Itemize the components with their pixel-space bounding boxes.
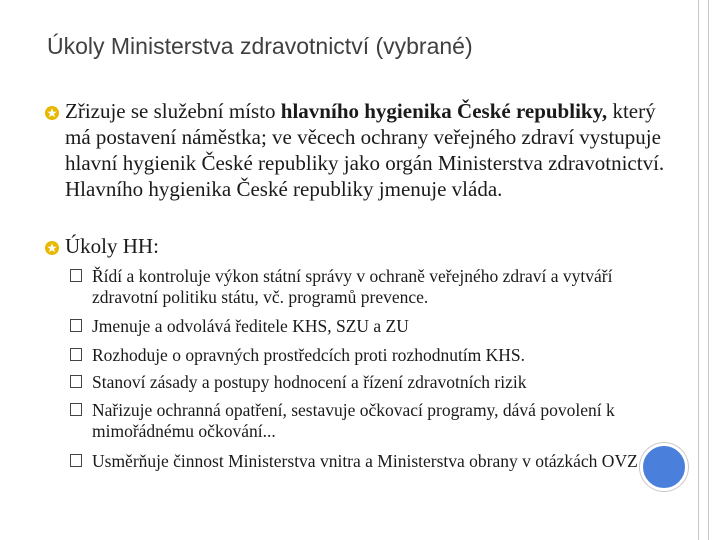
bullet-text: který má postavení náměstka; ve věcech ochrany veřejného zdraví vystupuje hlavní hygienik České republiky jako orgán Ministerstva zdravotnictví. Hlavního hygienika České republiky jmenuje vláda. [65,99,665,201]
bullet-text: Úkoly HH: [65,234,159,258]
sub-bullet-item [92,400,662,442]
checkbox-bullet-icon [70,403,82,416]
sub-bullet-item [92,451,662,472]
sub-bullet-item [92,316,662,337]
bullet-text: Zřizuje se služební místo [65,99,281,123]
checkbox-bullet-icon [70,454,82,467]
bullet-bold-text: hlavního hygienika České republiky, [280,99,608,123]
checkbox-bullet-icon [70,348,82,361]
checkbox-bullet-icon [70,269,82,282]
decorative-rule [708,0,709,540]
sub-bullet-item [92,372,662,393]
bullet-item [65,98,665,202]
star-bullet-icon [45,241,59,255]
bullet-item [65,233,665,259]
decorative-rule [698,0,699,540]
sub-bullet-item [92,345,662,366]
checkbox-bullet-icon [70,375,82,388]
star-bullet-icon [45,106,59,120]
sub-bullet-text: Jmenuje a odvolává ředitele KHS, SZU a ZU [92,316,409,336]
sub-bullet-text: Rozhoduje o opravných prostředcích proti rozhodnutím KHS. [92,345,526,365]
sub-bullet-text: Řídí a kontroluje výkon státní správy v ochraně veřejného zdraví a vytváří zdravotní politiku státu, vč. programů prevence. [92,266,613,307]
sub-bullet-text: Usměrňuje činnost Ministerstva vnitra a Ministerstva obrany v otázkách OVZ [92,451,638,471]
sub-bullet-item [92,266,662,308]
checkbox-bullet-icon [70,319,82,332]
slide-title: Úkoly Ministerstva zdravotnictví (vybrané) [47,33,473,59]
sub-bullet-text: Stanoví zásady a postupy hodnocení a řízení zdravotních rizik [92,372,527,392]
sub-bullet-text: Nařizuje ochranná opatření, sestavuje očkovací programy, dává povolení k mimořádnému očkování... [92,400,615,441]
